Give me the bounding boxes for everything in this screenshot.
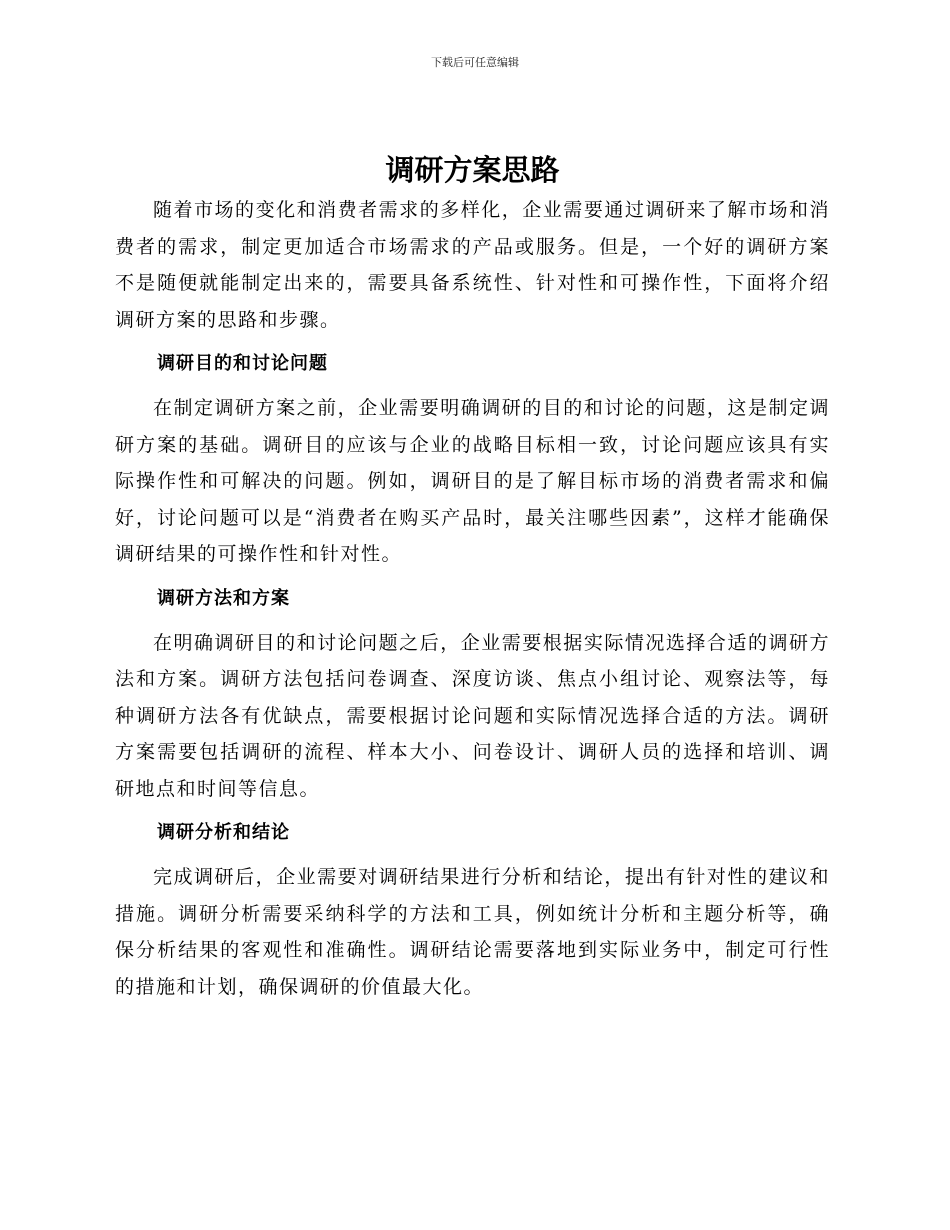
section-paragraph-method: 在明确调研目的和讨论问题之后，企业需要根据实际情况选择合适的调研方法和方案。调研方法包括问卷调查、深度访谈、焦点小组讨论、观察法等，每种调研方法各有优缺点，需要根据讨论问题和实际情况选择合适的方法。调研方案需要包括调研的流程、样本大小、问卷设计、调研人员的选择和培训、调研地点和时间等信息。 bbox=[115, 631, 830, 800]
section-paragraph-purpose: 在制定调研方案之前，企业需要明确调研的目的和讨论的问题，这是制定调研方案的基础。调研目的应该与企业的战略目标相一致，讨论问题应该具有实际操作性和可解决的问题。例如，调研目的是了解目标市场的消费者需求和偏好，讨论问题可以是“消费者在购买产品时，最关注哪些因素”，这样才能确保调研结果的可操作性和针对性。 bbox=[115, 397, 830, 565]
section-heading-purpose: 调研目的和讨论问题 bbox=[157, 353, 328, 374]
intro-paragraph: 随着市场的变化和消费者需求的多样化，企业需要通过调研来了解市场和消费者的需求，制定更加适合市场需求的产品或服务。但是，一个好的调研方案不是随便就能制定出来的，需要具备系统性、针对性和可操作性，下面将介绍调研方案的思路和步骤。 bbox=[115, 199, 830, 331]
section-paragraph-analysis: 完成调研后，企业需要对调研结果进行分析和结论，提出有针对性的建议和措施。调研分析需要采纳科学的方法和工具，例如统计分析和主题分析等，确保分析结果的客观性和准确性。调研结论需要落地到实际业务中，制定可行性的措施和计划，确保调研的价值最大化。 bbox=[115, 866, 830, 998]
section-heading-analysis: 调研分析和结论 bbox=[157, 822, 290, 843]
section-heading-method: 调研方法和方案 bbox=[157, 587, 290, 609]
document-title: 调研方案思路 bbox=[385, 153, 560, 187]
header-note: 下载后可任意编辑 bbox=[431, 56, 519, 69]
document-body bbox=[115, 148, 830, 1005]
